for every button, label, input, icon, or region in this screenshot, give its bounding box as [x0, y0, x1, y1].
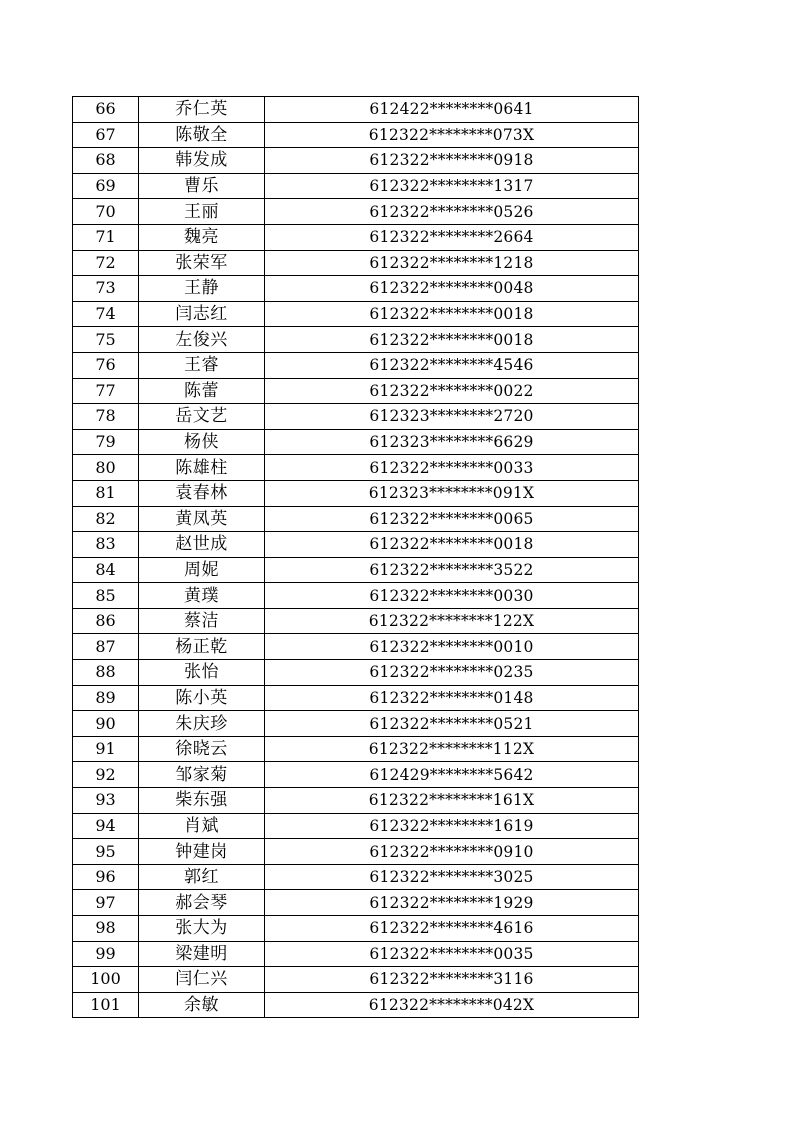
- person-name-cell: 闫仁兴: [139, 967, 265, 993]
- id-number-cell: 612322********0065: [265, 506, 639, 532]
- id-number-cell: 612322********0910: [265, 839, 639, 865]
- row-number-cell: 73: [73, 276, 139, 302]
- id-number-cell: 612322********0035: [265, 941, 639, 967]
- person-name-cell: 黄璞: [139, 583, 265, 609]
- table-row: [73, 583, 639, 609]
- id-number-cell: 612322********0018: [265, 327, 639, 353]
- table-row: [73, 788, 639, 814]
- table-row: [73, 97, 639, 123]
- id-number-cell: 612322********0010: [265, 634, 639, 660]
- id-number-cell: 612322********112X: [265, 736, 639, 762]
- table-row: [73, 839, 639, 865]
- id-number-cell: 612322********3025: [265, 864, 639, 890]
- row-number-cell: 71: [73, 224, 139, 250]
- row-number-cell: 96: [73, 864, 139, 890]
- person-name-cell: 肖斌: [139, 813, 265, 839]
- row-number-cell: 78: [73, 404, 139, 430]
- table-row: [73, 992, 639, 1018]
- row-number-cell: 84: [73, 557, 139, 583]
- row-number-cell: 88: [73, 660, 139, 686]
- row-number-cell: 100: [73, 967, 139, 993]
- row-number-cell: 69: [73, 173, 139, 199]
- row-number-cell: 72: [73, 250, 139, 276]
- person-name-cell: 杨侠: [139, 429, 265, 455]
- person-name-cell: 周妮: [139, 557, 265, 583]
- table-row: [73, 173, 639, 199]
- person-name-cell: 陈雄柱: [139, 455, 265, 481]
- row-number-cell: 87: [73, 634, 139, 660]
- roster-body: [73, 97, 639, 1018]
- row-number-cell: 74: [73, 301, 139, 327]
- id-number-cell: 612322********0018: [265, 532, 639, 558]
- id-number-cell: 612323********6629: [265, 429, 639, 455]
- row-number-cell: 83: [73, 532, 139, 558]
- table-row: [73, 762, 639, 788]
- table-row: [73, 224, 639, 250]
- id-number-cell: 612322********0521: [265, 711, 639, 737]
- id-number-cell: 612322********1929: [265, 890, 639, 916]
- id-number-cell: 612322********3116: [265, 967, 639, 993]
- id-number-cell: 612322********0235: [265, 660, 639, 686]
- table-row: [73, 404, 639, 430]
- table-row: [73, 813, 639, 839]
- person-name-cell: 左俊兴: [139, 327, 265, 353]
- table-row: [73, 506, 639, 532]
- person-name-cell: 柴东强: [139, 788, 265, 814]
- id-number-cell: 612322********0048: [265, 276, 639, 302]
- person-name-cell: 郭红: [139, 864, 265, 890]
- table-row: [73, 557, 639, 583]
- table-row: [73, 634, 639, 660]
- person-name-cell: 梁建明: [139, 941, 265, 967]
- person-name-cell: 闫志红: [139, 301, 265, 327]
- person-name-cell: 王睿: [139, 352, 265, 378]
- table-row: [73, 301, 639, 327]
- row-number-cell: 79: [73, 429, 139, 455]
- row-number-cell: 99: [73, 941, 139, 967]
- id-number-cell: 612322********122X: [265, 608, 639, 634]
- id-number-cell: 612322********0022: [265, 378, 639, 404]
- table-row: [73, 864, 639, 890]
- id-number-cell: 612322********042X: [265, 992, 639, 1018]
- person-name-cell: 徐晓云: [139, 736, 265, 762]
- table-row: [73, 480, 639, 506]
- id-number-cell: 612422********0641: [265, 97, 639, 123]
- table-row: [73, 148, 639, 174]
- id-number-cell: 612322********0148: [265, 685, 639, 711]
- table-row: [73, 250, 639, 276]
- id-number-cell: 612322********2664: [265, 224, 639, 250]
- id-number-cell: 612322********161X: [265, 788, 639, 814]
- row-number-cell: 86: [73, 608, 139, 634]
- person-name-cell: 张怡: [139, 660, 265, 686]
- id-number-cell: 612322********0033: [265, 455, 639, 481]
- id-number-cell: 612322********0918: [265, 148, 639, 174]
- row-number-cell: 97: [73, 890, 139, 916]
- row-number-cell: 76: [73, 352, 139, 378]
- row-number-cell: 90: [73, 711, 139, 737]
- person-name-cell: 蔡洁: [139, 608, 265, 634]
- person-name-cell: 陈敬全: [139, 122, 265, 148]
- row-number-cell: 68: [73, 148, 139, 174]
- person-name-cell: 魏亮: [139, 224, 265, 250]
- table-row: [73, 429, 639, 455]
- person-name-cell: 郝会琴: [139, 890, 265, 916]
- row-number-cell: 92: [73, 762, 139, 788]
- person-name-cell: 张大为: [139, 916, 265, 942]
- id-number-cell: 612322********1317: [265, 173, 639, 199]
- row-number-cell: 67: [73, 122, 139, 148]
- id-number-cell: 612322********1619: [265, 813, 639, 839]
- id-number-cell: 612322********3522: [265, 557, 639, 583]
- table-row: [73, 122, 639, 148]
- table-row: [73, 736, 639, 762]
- table-row: [73, 941, 639, 967]
- row-number-cell: 98: [73, 916, 139, 942]
- person-name-cell: 朱庆珍: [139, 711, 265, 737]
- person-name-cell: 赵世成: [139, 532, 265, 558]
- table-row: [73, 967, 639, 993]
- row-number-cell: 70: [73, 199, 139, 225]
- row-number-cell: 94: [73, 813, 139, 839]
- row-number-cell: 82: [73, 506, 139, 532]
- table-row: [73, 532, 639, 558]
- id-number-cell: 612323********091X: [265, 480, 639, 506]
- id-number-cell: 612322********4616: [265, 916, 639, 942]
- person-name-cell: 余敏: [139, 992, 265, 1018]
- table-row: [73, 327, 639, 353]
- person-name-cell: 袁春林: [139, 480, 265, 506]
- row-number-cell: 85: [73, 583, 139, 609]
- row-number-cell: 95: [73, 839, 139, 865]
- person-name-cell: 王静: [139, 276, 265, 302]
- person-name-cell: 韩发成: [139, 148, 265, 174]
- table-row: [73, 608, 639, 634]
- person-name-cell: 岳文艺: [139, 404, 265, 430]
- row-number-cell: 101: [73, 992, 139, 1018]
- row-number-cell: 81: [73, 480, 139, 506]
- row-number-cell: 80: [73, 455, 139, 481]
- table-row: [73, 199, 639, 225]
- row-number-cell: 66: [73, 97, 139, 123]
- person-name-cell: 陈小英: [139, 685, 265, 711]
- person-name-cell: 陈蕾: [139, 378, 265, 404]
- row-number-cell: 93: [73, 788, 139, 814]
- table-row: [73, 685, 639, 711]
- person-name-cell: 张荣军: [139, 250, 265, 276]
- person-name-cell: 曹乐: [139, 173, 265, 199]
- table-row: [73, 352, 639, 378]
- id-number-cell: 612429********5642: [265, 762, 639, 788]
- id-number-cell: 612322********0526: [265, 199, 639, 225]
- row-number-cell: 77: [73, 378, 139, 404]
- person-name-cell: 钟建岗: [139, 839, 265, 865]
- id-number-cell: 612322********0018: [265, 301, 639, 327]
- person-name-cell: 杨正乾: [139, 634, 265, 660]
- table-row: [73, 378, 639, 404]
- person-name-cell: 乔仁英: [139, 97, 265, 123]
- table-row: [73, 711, 639, 737]
- table-row: [73, 455, 639, 481]
- table-row: [73, 890, 639, 916]
- person-name-cell: 邹家菊: [139, 762, 265, 788]
- person-name-cell: 黄凤英: [139, 506, 265, 532]
- id-number-cell: 612322********0030: [265, 583, 639, 609]
- id-number-cell: 612322********1218: [265, 250, 639, 276]
- table-row: [73, 276, 639, 302]
- person-name-cell: 王丽: [139, 199, 265, 225]
- id-number-cell: 612322********073X: [265, 122, 639, 148]
- row-number-cell: 75: [73, 327, 139, 353]
- table-row: [73, 916, 639, 942]
- id-number-cell: 612322********4546: [265, 352, 639, 378]
- table-row: [73, 660, 639, 686]
- row-number-cell: 91: [73, 736, 139, 762]
- id-number-cell: 612323********2720: [265, 404, 639, 430]
- roster-table: [72, 96, 639, 1018]
- row-number-cell: 89: [73, 685, 139, 711]
